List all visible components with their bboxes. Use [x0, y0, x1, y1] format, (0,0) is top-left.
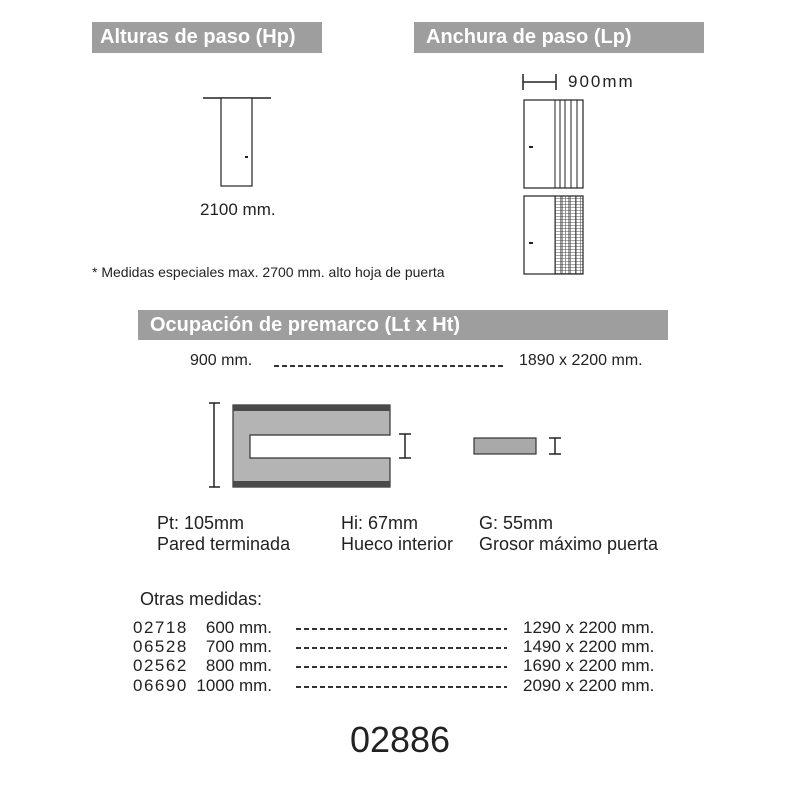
- table-row: [0, 657, 800, 675]
- width-door-1-leaf: [524, 100, 583, 188]
- width-door-grid-drawing: [524, 196, 583, 274]
- row-result: 1490 x 2200 mm.: [523, 637, 655, 656]
- other-sizes-title: Otras medidas:: [140, 589, 263, 609]
- row-size: 800 mm.: [205, 656, 272, 675]
- frame-top-edge: [233, 405, 390, 411]
- frame-bottom-edge: [233, 481, 390, 487]
- heights-section-header: Alturas de paso (Hp): [92, 22, 322, 53]
- height-door-leaf: [221, 98, 252, 186]
- frame-section-drawing: [209, 403, 561, 487]
- frame-occupation-value: 1890 x 2200 mm.: [519, 352, 643, 369]
- width-value: 900mm: [568, 72, 635, 91]
- row-result: 1690 x 2200 mm.: [523, 656, 655, 675]
- row-result: 1290 x 2200 mm.: [523, 618, 655, 637]
- width-dimension-marker: [523, 74, 556, 90]
- table-row: [0, 638, 800, 656]
- row-code: 02562: [133, 656, 188, 675]
- spec-g-label: G: 55mm: [479, 513, 554, 533]
- row-code: 02718: [133, 618, 188, 637]
- row-leader-dash: [296, 686, 507, 688]
- widths-section-header: Anchura de paso (Lp): [414, 22, 704, 53]
- special-sizes-note: * Medidas especiales max. 2700 mm. alto hoja de puerta: [92, 264, 445, 280]
- frame-door-width: 900 mm.: [190, 352, 253, 369]
- spec-hi-label: Hi: 67mm: [341, 513, 419, 533]
- row-leader-dash: [296, 666, 507, 668]
- row-code: 06528: [133, 637, 188, 656]
- table-row: [0, 677, 800, 695]
- height-door-drawing: [203, 98, 271, 186]
- row-leader-dash: [296, 647, 507, 649]
- spec-pt-desc: Pared terminada: [157, 534, 291, 554]
- spec-hi-desc: Hueco interior: [341, 534, 454, 554]
- frame-section-header: Ocupación de premarco (Lt x Ht): [138, 310, 668, 340]
- frame-u-profile: [233, 405, 390, 487]
- row-size: 700 mm.: [205, 637, 272, 656]
- product-code: 02886: [349, 719, 451, 760]
- spec-pt-label: Pt: 105mm: [157, 513, 245, 533]
- spec-g-desc: Grosor máximo puerta: [479, 534, 659, 554]
- leader-dash-line: [274, 365, 503, 367]
- width-door-panels-drawing: [524, 100, 583, 188]
- row-code: 06690: [133, 676, 188, 695]
- height-value: 2100 mm.: [200, 200, 276, 219]
- row-size: 600 mm.: [205, 618, 272, 637]
- table-row: [0, 619, 800, 637]
- door-leaf-section: [474, 438, 536, 454]
- row-result: 2090 x 2200 mm.: [523, 676, 655, 695]
- row-leader-dash: [296, 628, 507, 630]
- row-size: 1000 mm.: [196, 676, 272, 695]
